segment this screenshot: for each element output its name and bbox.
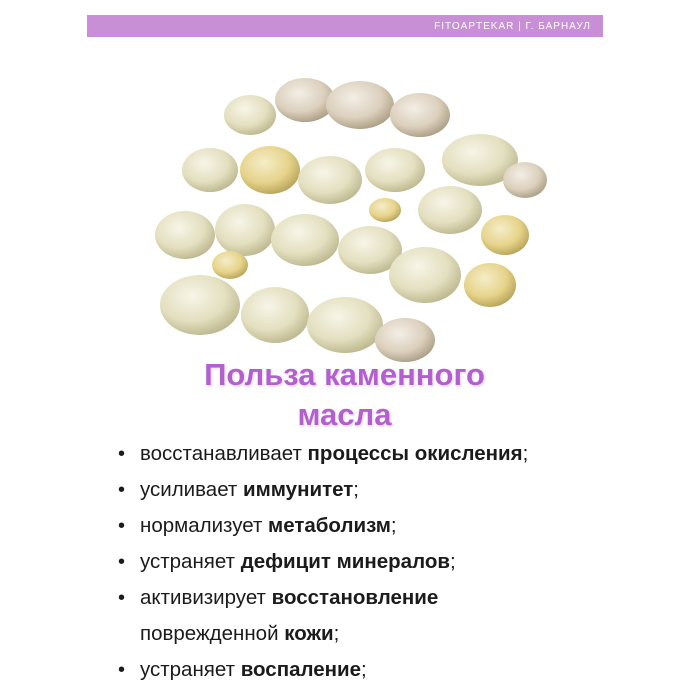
benefit-text: активизирует [140,586,272,609]
stone-oil-photo [130,60,560,380]
benefit-punct: ; [333,622,340,645]
benefit-highlight: процессы окисления [307,442,523,465]
benefit-text: усиливает [140,478,244,501]
benefit-punct: ; [449,550,456,573]
benefit-text: нормализует [140,514,269,537]
benefit-highlight: дефицит минералов [240,550,450,573]
benefit-punct: ; [390,514,397,537]
benefit-punct: ; [361,658,367,681]
benefit-highlight: восстановление [271,586,439,609]
bullet-icon: • [118,479,126,501]
benefit-item [114,508,528,544]
benefit-item [114,436,528,472]
page-title [0,355,689,435]
benefit-text: устраняет [140,550,241,573]
benefit-item [114,580,528,652]
benefit-text: поврежденной [140,622,285,645]
benefits-list [114,436,528,688]
bullet-icon: • [118,515,126,537]
crystal-pile [155,78,547,362]
benefit-highlight: иммунитет [243,478,354,501]
header-bar-text: FITOAPTEKAR | Г. БАРНАУЛ [434,20,591,32]
benefit-item [114,544,528,580]
benefit-highlight: кожи [284,622,334,645]
bullet-icon: • [118,443,126,465]
benefit-continuation [140,616,528,652]
benefit-highlight: метаболизм [268,514,391,537]
title-line-1: Польза каменного [204,357,485,392]
benefit-highlight: воспаление [240,658,362,681]
title-line-2: масла [297,397,392,432]
benefit-punct: ; [353,478,359,501]
benefit-text: устраняет [140,658,241,681]
benefit-punct: ; [522,442,529,465]
header-bar [87,15,603,37]
bullet-icon: • [118,551,126,573]
bullet-icon: • [118,659,126,681]
bullet-icon: • [118,587,126,609]
benefit-text: восстанавливает [140,442,308,465]
benefit-item [114,472,528,508]
benefit-item [114,652,528,688]
